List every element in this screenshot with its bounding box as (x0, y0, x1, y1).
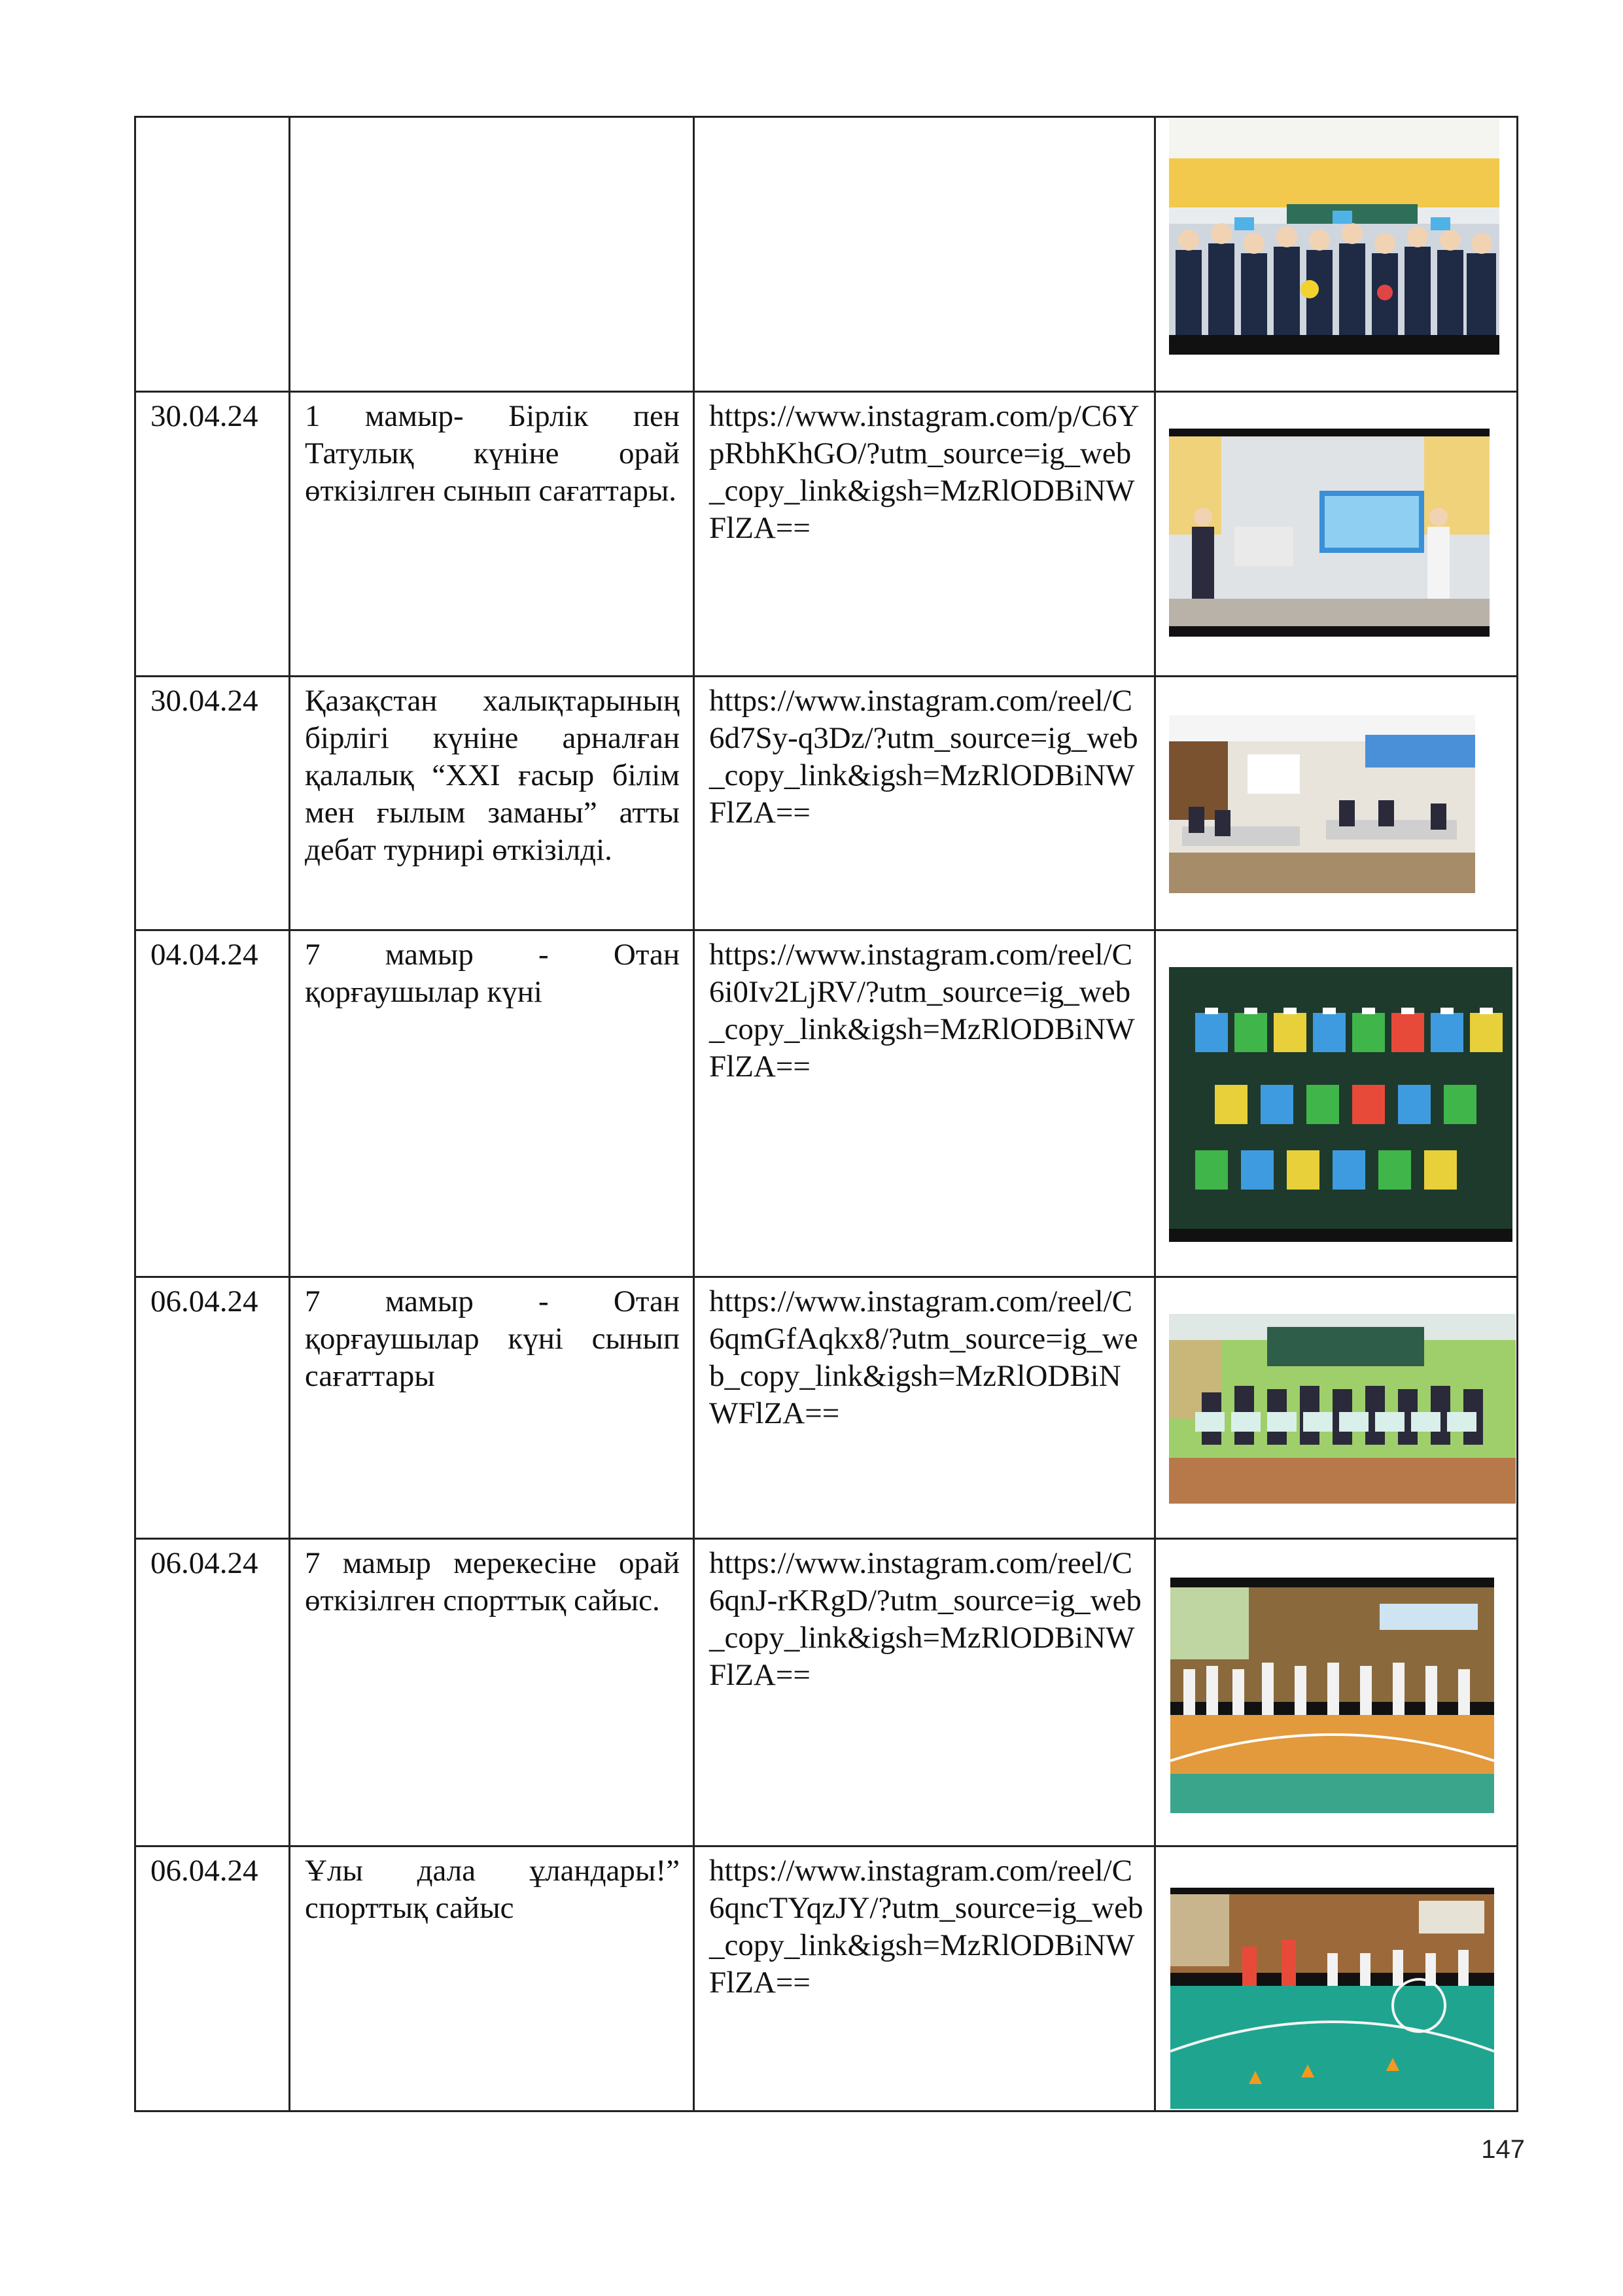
link-cell[interactable]: https://www.instagram.com/reel/C6i0Iv2LjRV/?utm_source=ig_web_copy_link&igsh=MzRlODBiNWFlZA== (694, 930, 1155, 1277)
photo-cell (1155, 1539, 1518, 1846)
date-cell (135, 117, 290, 392)
date-cell: 06.04.24 (135, 1539, 290, 1846)
board-shirts-ties-photo (1169, 967, 1512, 1242)
link-cell[interactable]: https://www.instagram.com/reel/C6qncTYqzJY/?utm_source=ig_web_copy_link&igsh=MzRlODBiNWFlZA== (694, 1846, 1155, 2111)
classroom-presentation-photo (1169, 429, 1490, 637)
gym-competition-photo (1170, 1578, 1494, 1813)
events-table (134, 116, 1518, 2112)
description-cell: 7 мамыр - Отан қорғаушылар күні сынып сағаттары (290, 1277, 694, 1539)
date-cell: 30.04.24 (135, 677, 290, 930)
link-cell[interactable] (694, 117, 1155, 392)
link-cell[interactable]: https://www.instagram.com/p/C6YpRbhKhGO/?utm_source=ig_web_copy_link&igsh=MzRlODBiNWFlZA== (694, 392, 1155, 677)
table-row (135, 1277, 1518, 1539)
photo-cell (1155, 930, 1518, 1277)
table-row (135, 1539, 1518, 1846)
date-cell: 30.04.24 (135, 392, 290, 677)
description-cell: 1 мамыр- Бірлік пен Татулық күніне орай өткізілген сынып сағаттары. (290, 392, 694, 677)
gym-race-photo (1170, 1888, 1494, 2109)
description-cell (290, 117, 694, 392)
table-row (135, 117, 1518, 392)
debate-tournament-photo (1169, 715, 1475, 893)
photo-cell (1155, 117, 1518, 392)
photo-cell (1155, 392, 1518, 677)
date-cell: 04.04.24 (135, 930, 290, 1277)
link-cell[interactable]: https://www.instagram.com/reel/C6d7Sy-q3Dz/?utm_source=ig_web_copy_link&igsh=MzRlODBiNWFlZA== (694, 677, 1155, 930)
description-cell: 7 мамыр мерекесіне орай өткізілген спорттық сайыс. (290, 1539, 694, 1846)
table-row (135, 930, 1518, 1277)
description-cell: Ұлы дала ұландары!” спорттық сайыс (290, 1846, 694, 2111)
description-cell: Қазақстан халықтарының бірлігі күніне арналған қалалық “XXI ғасыр білім мен ғылым заманы” атты дебат турнирі өткізілді. (290, 677, 694, 930)
table-row (135, 1846, 1518, 2111)
date-cell: 06.04.24 (135, 1846, 290, 2111)
table-row (135, 677, 1518, 930)
date-cell: 06.04.24 (135, 1277, 290, 1539)
page-number: 147 (1481, 2135, 1525, 2164)
photo-cell (1155, 1277, 1518, 1539)
link-cell[interactable]: https://www.instagram.com/reel/C6qnJ-rKRgD/?utm_source=ig_web_copy_link&igsh=MzRlODBiNWFlZA== (694, 1539, 1155, 1846)
photo-cell (1155, 677, 1518, 930)
class-group-photo (1169, 119, 1499, 355)
description-cell: 7 мамыр - Отан қорғаушылар күні (290, 930, 694, 1277)
photo-cell (1155, 1846, 1518, 2111)
link-cell[interactable]: https://www.instagram.com/reel/C6qmGfAqkx8/?utm_source=ig_web_copy_link&igsh=MzRlODBiNWFlZA== (694, 1277, 1155, 1539)
class-with-cards-photo (1169, 1314, 1516, 1504)
table-row (135, 392, 1518, 677)
